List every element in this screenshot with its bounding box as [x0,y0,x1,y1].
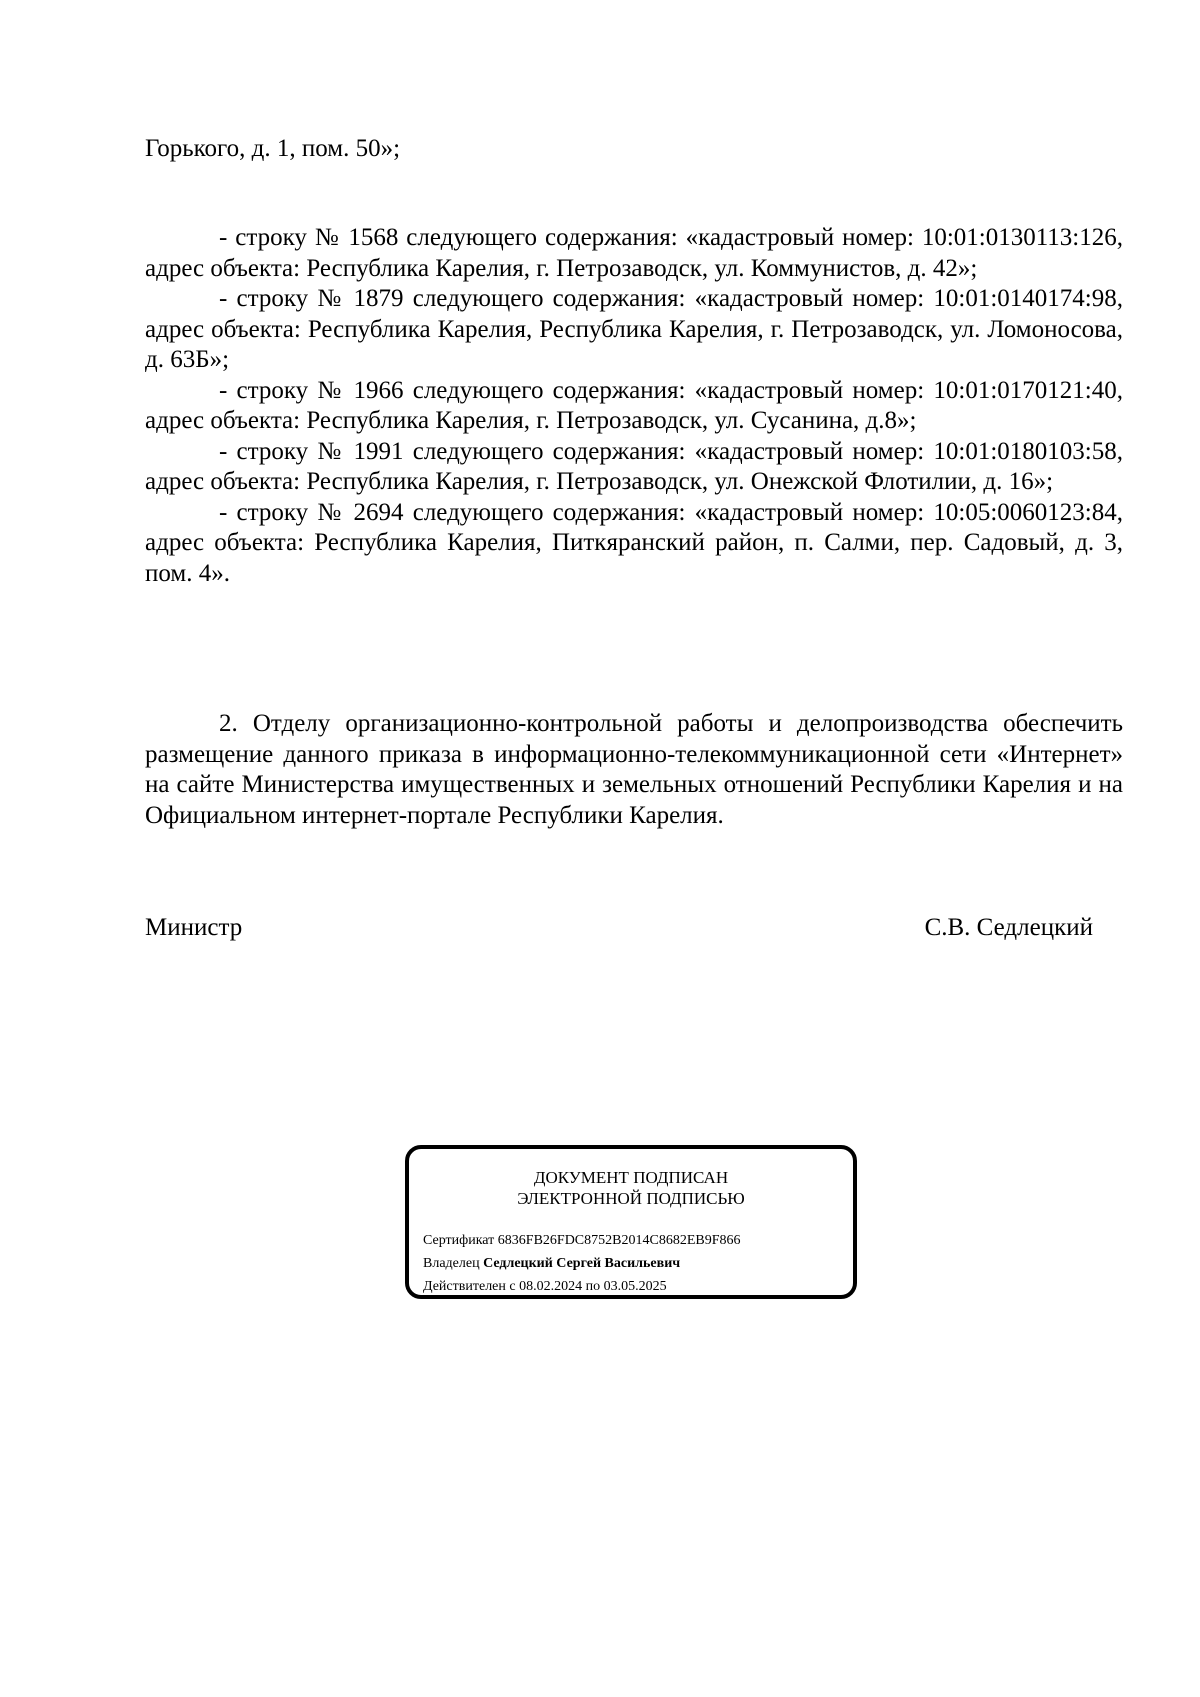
stamp-validity-row [423,1278,667,1296]
amendment-item: - строку № 1991 следующего содержания: «кадастровый номер: 10:01:0180103:58, адрес объекта: Республика Карелия, г. Петрозаводск, ул. Онежской Флотилии, д. 16»; [145,437,1123,495]
stamp-owner-row [423,1255,680,1273]
stamp-heading [409,1167,853,1209]
signatory-name: С.В. Седлецкий [924,914,1093,941]
amendment-item: - строку № 1966 следующего содержания: «кадастровый номер: 10:01:0170121:40, адрес объекта: Республика Карелия, г. Петрозаводск, ул. Сусанина, д.8»; [145,376,1123,434]
amendment-list [145,223,1123,589]
amendment-item: - строку № 1879 следующего содержания: «кадастровый номер: 10:01:0140174:98, адрес объекта: Республика Карелия, Республика Карелия, г. Петрозаводск, ул. Ломоносова, д. 63Б»; [145,285,1123,373]
continuation-text [145,134,1123,165]
amendment-item: - строку № 2694 следующего содержания: «кадастровый номер: 10:05:0060123:84, адрес объекта: Республика Карелия, Питкяранский район, п. Салми, пер. Садовый, д. 3, пом. 4». [145,498,1123,587]
stamp-certificate-row [423,1232,741,1250]
valid-to: 03.05.2025 [603,1279,667,1294]
stamp-heading-line: ЭЛЕКТРОННОЙ ПОДПИСЬЮ [517,1189,745,1208]
amendment-item: - строку № 1568 следующего содержания: «кадастровый номер: 10:01:0130113:126, адрес объекта: Республика Карелия, г. Петрозаводск, ул. Коммунистов, д. 42»; [145,224,1123,282]
clause-2 [145,709,1123,831]
valid-to-label: по [585,1279,601,1294]
owner-value: Седлецкий Сергей Васильевич [483,1256,681,1271]
valid-label: Действителен с [423,1279,516,1294]
signatory-title: Министр [145,914,243,941]
continuation-paragraph: Горького, д. 1, пом. 50»; [145,135,401,162]
electronic-signature-stamp [405,1145,857,1299]
certificate-value: 6836FB26FDC8752B2014C8682EB9F866 [497,1233,741,1248]
owner-label: Владелец [423,1256,480,1271]
stamp-heading-line: ДОКУМЕНТ ПОДПИСАН [533,1168,729,1187]
valid-from: 08.02.2024 [519,1279,583,1294]
certificate-label: Сертификат [423,1233,495,1248]
clause-2-paragraph: 2. Отделу организационно-контрольной работы и делопроизводства обеспечить размещение данного приказа в информационно-телекоммуникационной сети «Интернет» на сайте Министерства имущественных и земельных отношений Республики Карелия и на Официальном интернет-портале Республики Карелия. [145,710,1123,829]
